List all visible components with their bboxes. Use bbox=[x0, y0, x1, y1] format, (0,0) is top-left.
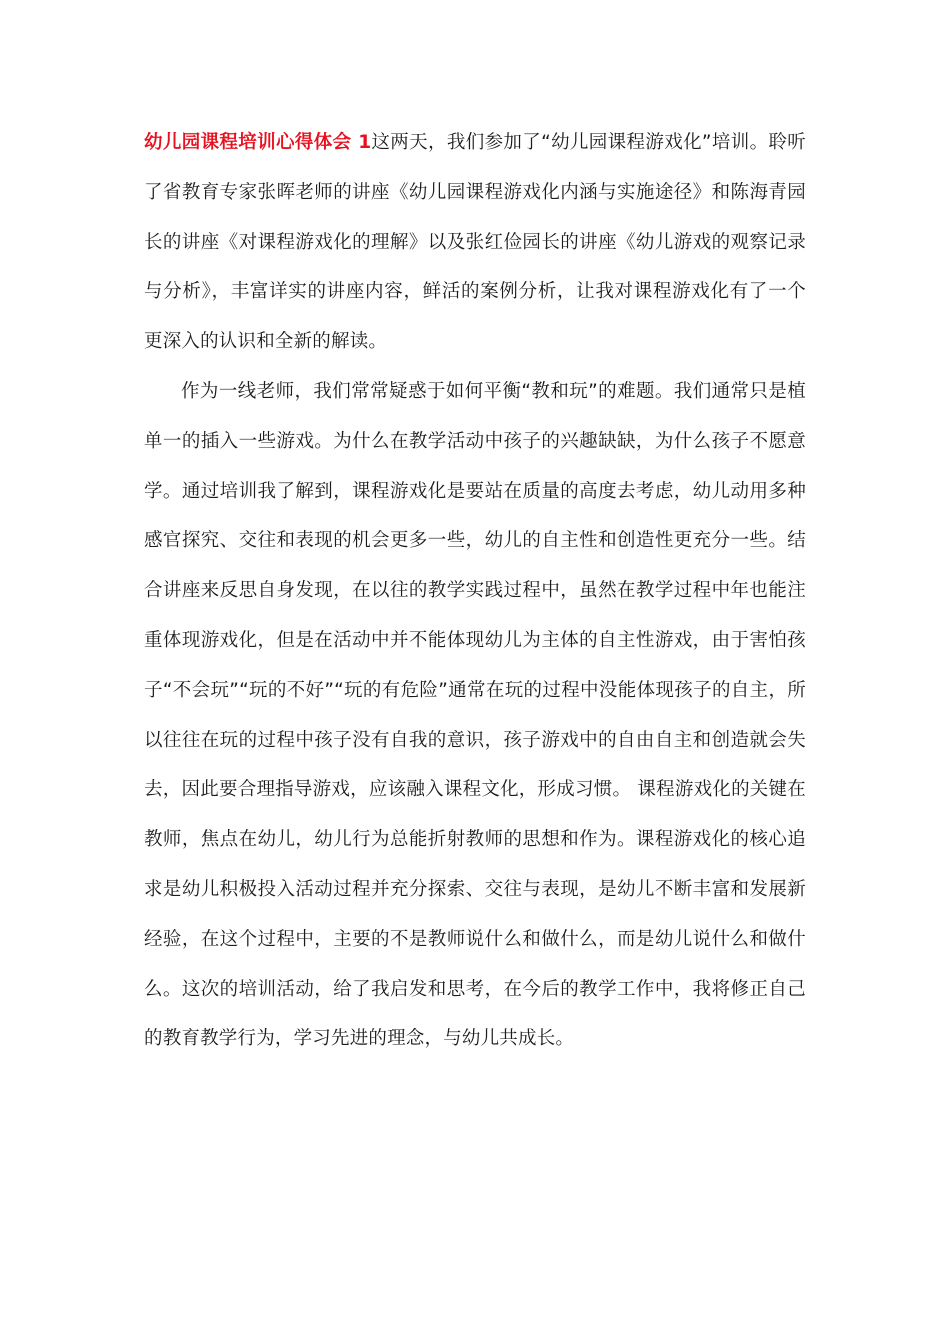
document-body bbox=[144, 118, 806, 1064]
document-title: 幼儿园课程培训心得体会 1 bbox=[144, 132, 372, 153]
paragraph-2: 作为一线老师，我们常常疑惑于如何平衡“教和玩”的难题。我们通常只是植单一的插入一些游戏。为什么在教学活动中孩子的兴趣缺缺，为什么孩子不愿意学。通过培训我了解到，课程游戏化是要站在质量的高度去考虑，幼儿动用多种感官探究、交往和表现的机会更多一些，幼儿的自主性和创造性更充分一些。结合讲座来反思自身发现，在以往的教学实践过程中，虽然在教学过程中年也能注重体现游戏化，但是在活动中并不能体现幼儿为主体的自主性游戏，由于害怕孩子“不会玩”“玩的不好”“玩的有危险”通常在玩的过程中没能体现孩子的自主，所以往往在玩的过程中孩子没有自我的意识，孩子游戏中的自由自主和创造就会失去，因此要合理指导游戏，应该融入课程文化，形成习惯。 课程游戏化的关键在教师，焦点在幼儿，幼儿行为总能折射教师的思想和作为。课程游戏化的核心追求是幼儿积极投入活动过程并充分探索、交往与表现，是幼儿不断丰富和发展新经验，在这个过程中，主要的不是教师说什么和做什么，而是幼儿说什么和做什么。这次的培训活动，给了我启发和思考，在今后的教学工作中，我将修正自己的教育教学行为，学习先进的理念，与幼儿共成长。 bbox=[144, 380, 806, 1050]
paragraph-1 bbox=[144, 118, 806, 367]
paragraph-1-text: 这两天，我们参加了“幼儿园课程游戏化”培训。聆听了省教育专家张晖老师的讲座《幼儿园课程游戏化内涵与实施途径》和陈海青园长的讲座《对课程游戏化的理解》以及张红俭园长的讲座《幼儿游戏的观察记录与分析》，丰富详实的讲座内容，鲜活的案例分析，让我对课程游戏化有了一个更深入的认识和全新的解读。 bbox=[144, 132, 806, 353]
